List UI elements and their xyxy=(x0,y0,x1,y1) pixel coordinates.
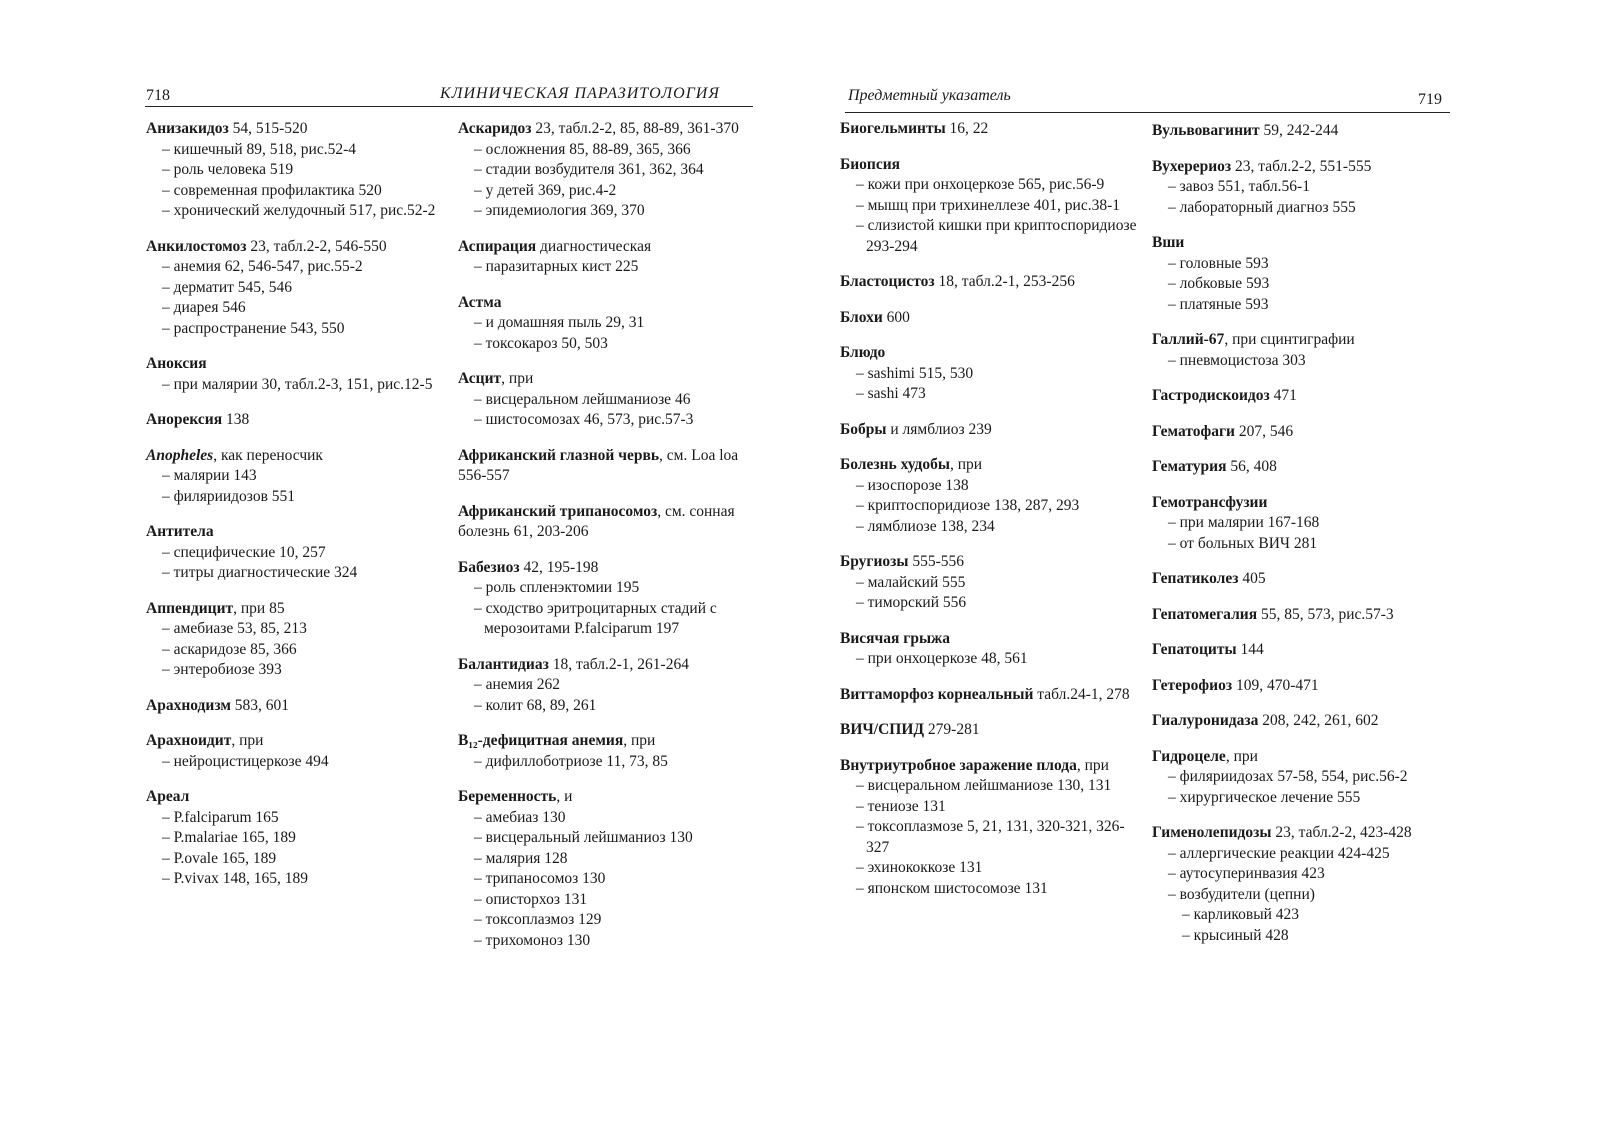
index-term xyxy=(458,502,758,543)
index-subentry: – эпидемиология 369, 370 xyxy=(474,202,645,219)
index-term-label: Гепатоциты xyxy=(1152,641,1237,658)
index-term xyxy=(1152,823,1452,844)
index-entry xyxy=(458,558,758,640)
index-entry xyxy=(1152,457,1452,478)
index-term xyxy=(1152,386,1452,407)
index-subentry: – слизистой кишки при криптоспоридиозе 293-294 xyxy=(856,217,1137,255)
index-subentry: – P.vivax 148, 165, 189 xyxy=(162,870,308,887)
index-entry xyxy=(840,155,1140,258)
index-entry xyxy=(1152,676,1452,697)
index-term-pages: 138 xyxy=(222,411,250,428)
index-subentry: – крысиный 428 xyxy=(1182,926,1289,944)
index-entry xyxy=(146,119,446,222)
index-entry xyxy=(840,756,1140,900)
index-term-pages: , при xyxy=(1076,756,1109,774)
index-subentry: – роль спленэктомии 195 xyxy=(474,579,640,596)
index-subentry: – платяные 593 xyxy=(1168,295,1269,313)
left-page-number: 718 xyxy=(146,87,170,104)
index-column-4 xyxy=(1152,121,1452,961)
index-term-label: Гепатиколез xyxy=(1152,570,1239,587)
index-entry xyxy=(1152,747,1452,809)
index-subentry: – хирургическое лечение 555 xyxy=(1168,788,1361,806)
index-subentry: – колит 68, 89, 261 xyxy=(474,696,597,714)
index-term-label: Вши xyxy=(1152,234,1185,251)
index-subentry: – аутосуперинвазия 423 xyxy=(1168,865,1325,882)
index-term-pages: и лямблиоз 239 xyxy=(886,420,992,438)
index-term-label: Антитела xyxy=(146,523,214,540)
index-entry xyxy=(458,119,758,222)
index-subentry: – висцеральном лейшманиозе 130, 131 xyxy=(856,777,1112,794)
left-running-title: КЛИНИЧЕСКАЯ ПАРАЗИТОЛОГИЯ xyxy=(440,85,720,102)
index-subentry: – стадии возбудителя 361, 362, 364 xyxy=(474,161,704,178)
index-term xyxy=(1152,121,1452,142)
index-entry xyxy=(840,420,1140,441)
index-entry xyxy=(146,731,446,772)
index-term-label: Гименолепидозы xyxy=(1152,824,1272,841)
index-term-pages: 23, табл.2-2, 546-550 xyxy=(246,237,387,255)
index-term-pages: 23, табл.2-2, 551-555 xyxy=(1231,157,1372,175)
index-subentry: – современная профилактика 520 xyxy=(162,181,382,199)
index-entry xyxy=(458,237,758,278)
index-term-pages: , см. Loa loa 556-557 xyxy=(458,446,739,484)
index-entry xyxy=(1152,422,1452,443)
index-term xyxy=(146,731,446,752)
index-entry xyxy=(146,599,446,681)
index-subentry: – эхинококкозе 131 xyxy=(856,859,983,876)
index-term-pages: 42, 195-198 xyxy=(519,558,599,576)
index-subentry: – токсоплазмозе 5, 21, 131, 320-321, 326-327 xyxy=(856,818,1125,856)
left-header-rule xyxy=(145,106,753,107)
index-term xyxy=(1152,457,1452,478)
index-column-1 xyxy=(146,119,446,905)
index-term xyxy=(840,685,1140,706)
index-subentry: – и домашняя пыль 29, 31 xyxy=(474,314,645,331)
index-term xyxy=(146,446,446,467)
index-term-label: Аноксия xyxy=(146,355,207,372)
index-term-label: Аппендицит xyxy=(146,599,234,617)
index-subentry: – лабораторный диагноз 555 xyxy=(1168,198,1356,216)
index-term-pages: , как переносчик xyxy=(213,446,323,464)
index-entry xyxy=(1152,569,1452,590)
index-entry xyxy=(1152,823,1452,946)
index-term-pages: , и xyxy=(556,788,573,805)
index-entry xyxy=(1152,233,1452,315)
index-term-label: Блохи xyxy=(840,308,883,326)
index-term-pages: 405 xyxy=(1238,570,1266,587)
index-entry xyxy=(1152,493,1452,555)
index-entry xyxy=(1152,330,1452,371)
index-term-pages: 583, 601 xyxy=(230,696,290,714)
index-term-label: Африканский глазной червь xyxy=(458,446,660,464)
index-subentry: – дифиллоботриозе 11, 73, 85 xyxy=(474,752,668,770)
index-term-pages: 555-556 xyxy=(908,553,965,570)
index-term xyxy=(1152,605,1452,626)
index-subentry: – sashi 473 xyxy=(856,385,926,402)
index-term xyxy=(1152,711,1452,732)
index-entry xyxy=(458,655,758,717)
index-subentry: – висцеральный лейшманиоз 130 xyxy=(474,829,693,846)
index-entry xyxy=(146,696,446,717)
index-term-label: Гепатомегалия xyxy=(1152,605,1258,623)
index-entry xyxy=(840,119,1140,140)
index-subentry: – паразитарных кист 225 xyxy=(474,258,639,275)
index-term-pages: 18, табл.2-1, 261-264 xyxy=(548,655,689,673)
index-subentry: – диарея 546 xyxy=(162,299,246,316)
index-term xyxy=(1152,157,1452,178)
index-entry xyxy=(458,369,758,431)
index-subentry: – пневмоцистоза 303 xyxy=(1168,351,1306,369)
index-term-pages: табл.24-1, 278 xyxy=(1033,685,1130,703)
index-term-pages: , при xyxy=(1225,747,1258,765)
index-subentry: – кожи при онхоцеркозе 565, рис.56-9 xyxy=(856,176,1105,193)
index-subentry: – аллергические реакции 424-425 xyxy=(1168,844,1390,862)
index-term-pages: , при сцинтиграфии xyxy=(1224,331,1355,348)
index-term-pages: 18, табл.2-1, 253-256 xyxy=(934,273,1075,290)
index-term-label: Бругиозы xyxy=(840,553,909,570)
index-subentry: – тиморский 556 xyxy=(856,594,967,611)
index-entry xyxy=(146,354,446,395)
index-term xyxy=(840,272,1140,293)
index-term-label: Арахнодизм xyxy=(146,696,231,714)
index-term-label: Болезнь худобы xyxy=(840,456,950,473)
index-term-pages: , при xyxy=(623,732,656,749)
index-subentry: – сходство эритроцитарных стадий с мерозоитами P.falciparum 197 xyxy=(474,599,717,637)
index-term-label: Бобры xyxy=(840,420,887,438)
index-term xyxy=(146,787,446,808)
index-subentry: – филяриидозах 57-58, 554, рис.56-2 xyxy=(1168,768,1408,785)
index-term-label: Гематофаги xyxy=(1152,422,1235,440)
index-subentry: – при онхоцеркозе 48, 561 xyxy=(856,650,1028,667)
index-entry xyxy=(840,552,1140,614)
index-subentry: – головные 593 xyxy=(1168,254,1269,272)
index-term xyxy=(458,446,758,487)
index-entry xyxy=(458,446,758,487)
index-term-pages: 279-281 xyxy=(924,721,980,738)
index-term xyxy=(1152,747,1452,768)
index-term-label: Балантидиаз xyxy=(458,655,549,673)
index-term-pages: 54, 515-520 xyxy=(228,120,308,137)
index-term xyxy=(458,655,758,676)
index-entry xyxy=(146,237,446,340)
index-term-label: Вульвовагинит xyxy=(1152,122,1260,139)
index-subentry: – специфические 10, 257 xyxy=(162,543,326,561)
index-subentry: – трихомоноз 130 xyxy=(474,931,591,949)
index-entry xyxy=(458,731,758,772)
index-term-label: Гастродискоидоз xyxy=(1152,387,1270,404)
index-subentry: – анемия 262 xyxy=(474,676,561,693)
index-term-pages: 207, 546 xyxy=(1234,422,1294,440)
index-term-pages: 56, 408 xyxy=(1226,458,1277,475)
index-subentry: – аскаридозе 85, 366 xyxy=(162,640,297,658)
index-entry xyxy=(146,522,446,584)
index-term-label: ВИЧ/СПИД xyxy=(840,721,925,738)
index-subentry: – малярия 128 xyxy=(474,849,568,867)
index-subentry: – P.falciparum 165 xyxy=(162,808,279,826)
index-term xyxy=(1152,569,1452,590)
index-term-label: Anopheles xyxy=(146,446,214,464)
index-term xyxy=(840,720,1140,741)
index-term-pages: 208, 242, 261, 602 xyxy=(1258,712,1379,729)
index-term-label: Ареал xyxy=(146,788,190,805)
index-entry xyxy=(458,502,758,543)
index-column-3 xyxy=(840,119,1140,914)
index-term xyxy=(840,552,1140,573)
index-subentry: – кишечный 89, 518, рис.52-4 xyxy=(162,140,357,158)
index-subentry: – лобковые 593 xyxy=(1168,275,1270,292)
index-entry xyxy=(840,308,1140,329)
index-term xyxy=(458,237,758,258)
index-term-pages: 55, 85, 573, рис.57-3 xyxy=(1257,605,1394,623)
index-term xyxy=(840,308,1140,329)
index-term-label: Бабезиоз xyxy=(458,558,520,576)
right-running-title: Предметный указатель xyxy=(848,87,1011,104)
index-term-label: Висячая грыжа xyxy=(840,629,951,647)
index-entry xyxy=(1152,711,1452,732)
index-subentry: – энтеробиозе 393 xyxy=(162,661,282,678)
index-term-pages: 59, 242-244 xyxy=(1259,122,1339,139)
index-term xyxy=(146,119,446,140)
index-subentry: – P.ovale 165, 189 xyxy=(162,849,277,867)
index-term-pages: 23, табл.2-2, 423-428 xyxy=(1271,824,1412,841)
index-column-2 xyxy=(458,119,758,966)
index-term-pages: , при xyxy=(501,370,534,387)
index-subentry: – осложнения 85, 88-89, 365, 366 xyxy=(474,140,691,158)
index-term-label: Арахноидит xyxy=(146,732,232,749)
right-header-rule xyxy=(845,112,1450,113)
index-entry xyxy=(840,455,1140,537)
index-term xyxy=(840,155,1140,176)
index-subentry: – шистосомозах 46, 573, рис.57-3 xyxy=(474,411,694,428)
index-subentry: – токсоплазмоз 129 xyxy=(474,911,602,928)
index-term-label: Африканский трипаносомоз xyxy=(458,502,658,520)
index-term-pages: 600 xyxy=(882,308,910,326)
index-term xyxy=(146,410,446,431)
index-subentry: – возбудители (цепни) xyxy=(1168,885,1315,903)
index-term-label: Аскаридоз xyxy=(458,120,532,137)
index-term-pages: диагностическая xyxy=(536,237,652,255)
index-term xyxy=(840,420,1140,441)
index-term-label: Гиалуронидаза xyxy=(1152,712,1259,729)
index-term-pages: , при 85 xyxy=(233,599,285,617)
index-subentry: – криптоспоридиозе 138, 287, 293 xyxy=(856,497,1080,514)
index-term xyxy=(458,558,758,579)
index-term xyxy=(1152,233,1452,254)
index-term xyxy=(458,731,758,752)
index-subentry: – малайский 555 xyxy=(856,573,966,591)
index-subentry: – при малярии 167-168 xyxy=(1168,514,1320,531)
right-page-number: 719 xyxy=(1418,91,1442,108)
index-term xyxy=(146,237,446,258)
index-term xyxy=(1152,422,1452,443)
index-subentry: – японском шистосомозе 131 xyxy=(856,879,1048,897)
index-subentry: – титры диагностические 324 xyxy=(162,564,358,581)
index-subentry: – трипаносомоз 130 xyxy=(474,870,606,887)
index-term-pages: 471 xyxy=(1269,387,1297,404)
index-term-label: Бластоцистоз xyxy=(840,273,935,290)
index-entry xyxy=(840,629,1140,670)
index-term-label: Гемотрансфузии xyxy=(1152,493,1268,511)
index-term-label: Виттаморфоз корнеальный xyxy=(840,685,1034,703)
index-subentry: – токсокароз 50, 503 xyxy=(474,334,608,352)
index-subentry: – лямблиозе 138, 234 xyxy=(856,517,995,535)
index-term xyxy=(146,522,446,543)
index-entry xyxy=(1152,386,1452,407)
index-subentry: – sashimi 515, 530 xyxy=(856,364,974,382)
index-subentry: – висцеральном лейшманиозе 46 xyxy=(474,390,691,408)
index-subentry: – филяриидозов 551 xyxy=(162,487,296,505)
index-subentry: – завоз 551, табл.56-1 xyxy=(1168,178,1310,195)
index-subentry: – нейроцистицеркозе 494 xyxy=(162,752,329,770)
index-term xyxy=(458,787,758,808)
index-subentry: – мышц при трихинеллезе 401, рис.38-1 xyxy=(856,196,1121,214)
index-term xyxy=(146,696,446,717)
index-term-label: Блюдо xyxy=(840,344,886,361)
index-entry xyxy=(1152,157,1452,219)
index-term xyxy=(1152,640,1452,661)
index-term-label: Асцит xyxy=(458,370,502,387)
index-subentry: – от больных ВИЧ 281 xyxy=(1168,534,1318,552)
index-subentry: – малярии 143 xyxy=(162,467,257,484)
index-entry xyxy=(840,685,1140,706)
index-subentry: – карликовый 423 xyxy=(1182,906,1300,923)
index-term xyxy=(840,455,1140,476)
index-term-label: B₁₂-дефицитная анемия xyxy=(458,732,624,749)
index-entry xyxy=(146,446,446,508)
index-subentry: – описторхоз 131 xyxy=(474,890,588,908)
index-term xyxy=(458,369,758,390)
index-term-label: Гематурия xyxy=(1152,458,1227,475)
index-term-label: Аспирация xyxy=(458,237,537,255)
index-term-label: Гидроцеле xyxy=(1152,747,1226,765)
index-term-label: Внутриутробное заражение плода xyxy=(840,756,1077,774)
index-term xyxy=(458,119,758,140)
index-subentry: – изоспорозе 138 xyxy=(856,476,969,494)
index-term xyxy=(146,599,446,620)
index-term xyxy=(840,343,1140,364)
index-entry xyxy=(458,787,758,951)
index-term-pages: , при xyxy=(231,732,264,749)
index-subentry: – у детей 369, рис.4-2 xyxy=(474,181,617,199)
index-term-pages: , при xyxy=(949,456,983,473)
index-subentry: – хронический желудочный 517, рис.52-2 xyxy=(162,202,436,219)
index-subentry: – амебиаз 130 xyxy=(474,808,566,826)
index-entry xyxy=(458,293,758,355)
index-subentry: – дерматит 545, 546 xyxy=(162,278,293,296)
index-term xyxy=(840,756,1140,777)
index-term-label: Астма xyxy=(458,293,502,311)
index-subentry: – распространение 543, 550 xyxy=(162,319,345,337)
index-entry xyxy=(1152,121,1452,142)
index-term-label: Беременность xyxy=(458,788,557,805)
index-entry xyxy=(146,787,446,890)
index-term-label: Анорексия xyxy=(146,411,223,428)
index-term xyxy=(840,119,1140,140)
index-term-label: Вухерериоз xyxy=(1152,157,1232,175)
index-subentry: – тениозе 131 xyxy=(856,797,946,815)
index-term xyxy=(458,293,758,314)
index-term-pages: , см. сонная болезнь 61, 203-206 xyxy=(458,502,735,540)
index-term-pages: 144 xyxy=(1236,641,1264,658)
index-term-label: Анизакидоз xyxy=(146,120,229,137)
index-term-pages: 109, 470-471 xyxy=(1232,676,1319,694)
index-term-label: Гетерофиоз xyxy=(1152,676,1233,694)
index-term-label: Биогельминты xyxy=(840,120,946,137)
index-subentry: – P.malariae 165, 189 xyxy=(162,829,296,846)
index-entry xyxy=(1152,605,1452,626)
index-entry xyxy=(1152,640,1452,661)
index-term xyxy=(146,354,446,375)
index-entry xyxy=(840,272,1140,293)
index-subentry: – амебиазе 53, 85, 213 xyxy=(162,620,307,637)
index-term xyxy=(1152,330,1452,351)
index-term xyxy=(1152,493,1452,514)
index-entry xyxy=(146,410,446,431)
index-subentry: – анемия 62, 546-547, рис.55-2 xyxy=(162,258,363,275)
index-subentry: – роль человека 519 xyxy=(162,161,294,178)
index-entry xyxy=(840,720,1140,741)
index-subentry: – при малярии 30, табл.2-3, 151, рис.12-5 xyxy=(162,375,433,393)
index-entry xyxy=(840,343,1140,405)
index-term-pages: 16, 22 xyxy=(945,120,989,137)
index-term-label: Биопсия xyxy=(840,155,901,173)
index-term-label: Галлий-67 xyxy=(1152,331,1225,348)
index-term-label: Анкилостомоз xyxy=(146,237,247,255)
index-term xyxy=(840,629,1140,650)
index-term-pages: 23, табл.2-2, 85, 88-89, 361-370 xyxy=(531,120,739,137)
index-term xyxy=(1152,676,1452,697)
